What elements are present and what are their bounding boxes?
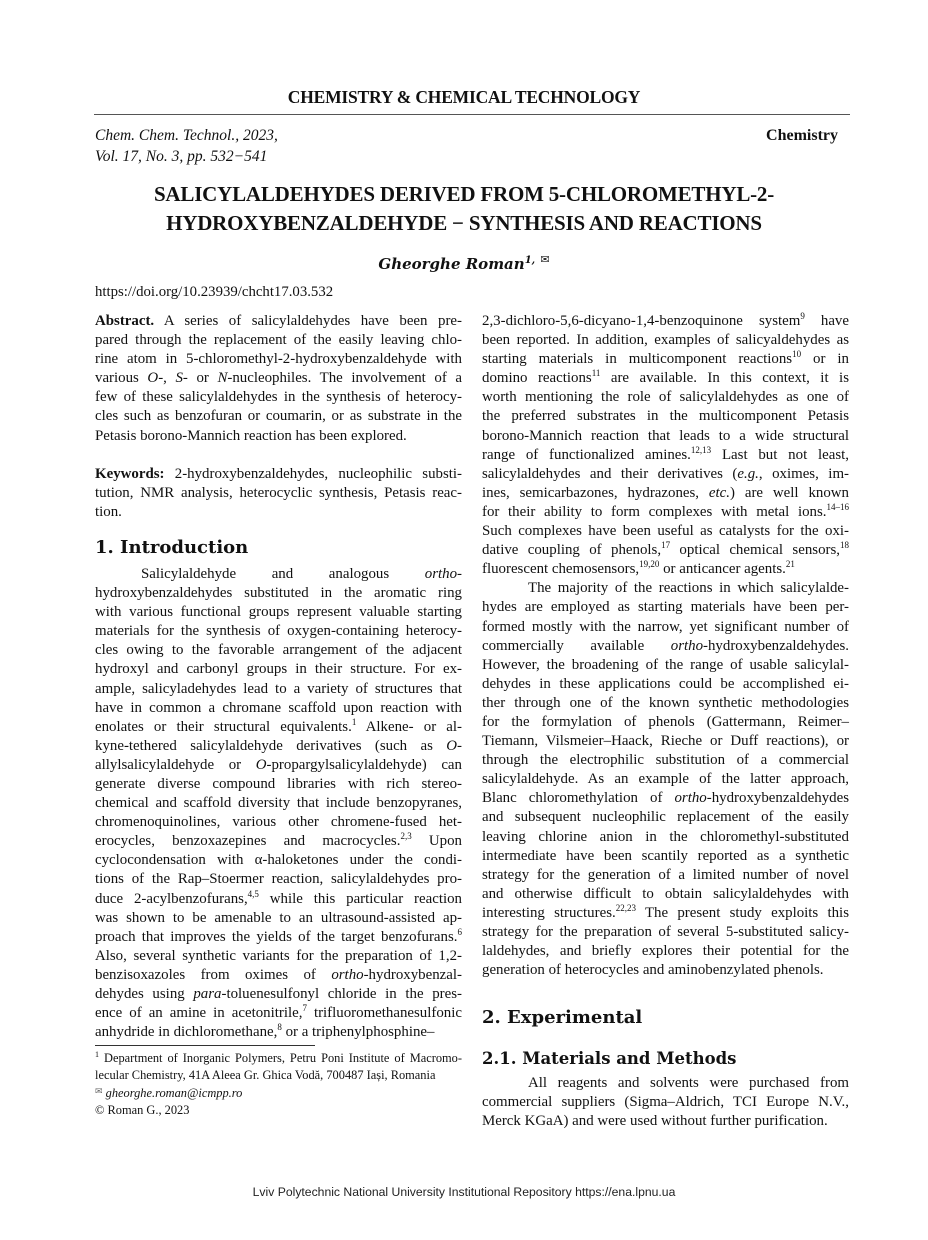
text-line: hydroxybenzaldehydes substituted in the aromatic ring — [95, 585, 462, 602]
footnote — [95, 1050, 462, 1118]
citation-ref[interactable]: 4,5 — [247, 888, 259, 899]
text-line: erocycles, benzoxazepines and macrocycles.$^{2,3}$ Upon — [95, 831, 462, 850]
citation-ref[interactable]: 1 — [351, 716, 357, 727]
abstract-label: Abstract. — [95, 313, 155, 329]
footnote-line-2: lecular Chemistry, 41A Aleea Gr. Ghica Vodă, 700487 Iași, Romania — [95, 1067, 436, 1082]
citation-ref[interactable]: 12,13 — [690, 444, 712, 455]
materials-paragraph — [482, 1074, 849, 1131]
text-line: and otherwise difficult to obtain salicylaldehydes with — [482, 885, 849, 902]
text-line: leaving chlorine anion in the chloromethyl-substituted — [482, 828, 849, 845]
text-line: generate diverse compound libraries with rich stereo- — [95, 775, 462, 792]
text-line: 2,3-dichloro-5,6-dicyano-1,4-benzoquinone system$^9$ have — [482, 311, 849, 329]
text-line: materials for the synthesis of oxygen-containing heterocy- — [95, 623, 462, 640]
citation-ref[interactable]: 8 — [277, 1022, 282, 1033]
text-line: through the electrophilic substitution of a commercial — [482, 752, 849, 769]
intro-paragraph-left — [95, 565, 462, 1042]
text-line: salicylaldehydes and their derivatives (e.g., oximes, im- — [482, 465, 849, 482]
author-name[interactable]: Gheorghe Roman — [378, 255, 525, 273]
text-line: Petasis borono-Mannich reaction has been explored. — [95, 427, 407, 444]
text-line: tions of the Rap–Stoermer reaction, salicylaldehydes pro- — [95, 871, 462, 888]
text-line: Keywords: 2-hydroxybenzaldehydes, nucleophilic substi- — [95, 465, 462, 482]
text-line: have in common a chromane scaffold upon reaction with — [95, 699, 462, 716]
keywords — [95, 465, 462, 522]
text-line: dehydes in these applications could be accomplished ei- — [482, 675, 849, 692]
author — [0, 253, 928, 273]
left-column — [95, 312, 462, 1042]
text-line: and subsequent nucleophilic replacement of the easily — [482, 809, 849, 826]
citation-ref[interactable]: 6 — [457, 926, 462, 937]
right-column — [482, 312, 849, 1132]
text-line: domino reactions$^{11}$ are available. In this context, it is — [482, 368, 849, 387]
text-line: The majority of the reactions in which salicylalde- — [528, 580, 849, 597]
citation-ref[interactable]: 17 — [661, 540, 671, 551]
text-line: range of functionalized amines.$^{12,13}$ Last but not least, — [482, 444, 849, 463]
text-line: for their ability to form complexes with metal ions.$^{14-16}$ — [482, 501, 849, 520]
text-line: allylsalicylaldehyde or O-propargylsalicylaldehyde) can — [95, 756, 462, 773]
affiliation-mark: 1, — [524, 255, 536, 266]
intro-paragraph-right-1 — [482, 312, 849, 579]
text-line: laldehydes, and briefly explores their potential for the — [482, 943, 849, 960]
text-line: Salicylaldehyde and analogous ortho- — [141, 565, 462, 582]
citation-ref[interactable]: 21 — [785, 559, 795, 570]
citation-ref[interactable]: 19,20 — [639, 559, 660, 570]
text-line: generation of heterocycles and aminobenzylated phenols. — [482, 962, 824, 979]
text-line: pared through the replacement of the easily leaving chlo- — [95, 332, 462, 349]
text-line: Also, several synthetic variants for the preparation of 1,2- — [95, 947, 462, 964]
citation-ref[interactable]: 2,3 — [400, 831, 412, 842]
journal-name: CHEMISTRY & CHEMICAL TECHNOLOGY — [287, 87, 641, 107]
text-line: interesting structures.$^{22,23}$ The present study exploits this — [482, 902, 849, 921]
text-line: chromenoquinolines, various other chromene-fused het- — [95, 814, 462, 831]
citation-ref[interactable]: 9 — [800, 311, 805, 321]
text-line: hydes are employed as starting materials have been per- — [482, 599, 849, 616]
text-line: few of these salicylaldehydes in the synthesis of heterocy- — [95, 389, 462, 406]
text-line: chemical and scaffold diversity that include benzopyranes, — [95, 795, 462, 812]
text-line: Blanc chloromethylation of ortho-hydroxybenzaldehydes — [482, 790, 849, 807]
text-line: commercially available ortho-hydroxybenzaldehydes. — [482, 637, 849, 654]
footnote-line-1 — [95, 1050, 462, 1067]
text-line: ines, semicarbazones, hydrazones, etc.) are well known — [482, 484, 849, 501]
text-line: ther through one of the known synthetic methodologies — [482, 694, 849, 711]
text-line: fluorescent chemosensors,$^{19,20}$ or anticancer agents.$^{21}$ — [482, 559, 795, 578]
text-line: tution, NMR analysis, heterocyclic synthesis, Petasis reac- — [95, 484, 462, 501]
footnote-rule — [95, 1045, 315, 1046]
text-line: dative coupling of phenols,$^{17}$ optical chemical sensors,$^{18}$ — [482, 540, 849, 559]
citation-ref[interactable]: 22,23 — [615, 902, 636, 913]
footnote-mark: 1 — [95, 1050, 99, 1059]
text-line: with various functional groups represent valuable starting — [95, 604, 462, 621]
text-line: proach that improves the yields of the target benzofurans.$^6$ — [95, 926, 462, 945]
text-line: was shown to be amenable to an ultrasound-assisted ap- — [95, 909, 462, 926]
abstract — [95, 312, 462, 446]
article-title — [0, 180, 928, 238]
text-line: formed mostly with the narrow, yet significant number of — [482, 618, 849, 635]
citation-line-1: Chem. Chem. Technol., 2023, — [95, 127, 278, 144]
text-line: cles owing to the favorable arrangement of the adjacent — [95, 642, 462, 659]
text-line: Tiemann, Vilsmeier–Haack, Rieche or Duff reactions), or — [482, 733, 849, 750]
footnote-text-1: Department of Inorganic Polymers, Petru Poni Institute of Macromo- — [99, 1051, 462, 1065]
text-line: strategy for the generation of a limited number of novel — [482, 866, 849, 883]
text-line: been reported. In addition, examples of salicyaldehydes as — [482, 332, 849, 349]
mail-icon: ✉ — [95, 1086, 103, 1097]
citation — [95, 125, 278, 167]
citation-ref[interactable]: 10 — [792, 349, 802, 360]
author-email[interactable]: gheorghe.roman@icmpp.ro — [105, 1086, 243, 1101]
text-line: salicylaldehyde. As an example of the latter approach, — [482, 771, 849, 788]
experimental-heading: 2. Experimental — [482, 1007, 643, 1029]
section-tag: Chemistry — [766, 127, 838, 144]
title-line-2: HYDROXYBENZALDEHYDE − SYNTHESIS AND REACTIONS — [166, 211, 762, 235]
intro-heading: 1. Introduction — [95, 536, 249, 558]
text-line: cyclocondensation with α-haloketones under the condi- — [95, 852, 462, 869]
citation-line-2: Vol. 17, No. 3, pp. 532−541 — [95, 148, 268, 165]
citation-ref[interactable]: 14–16 — [826, 501, 849, 512]
text-line: kyne-tethered salicylaldehyde derivatives (such as O- — [95, 737, 462, 754]
copyright: © Roman G., 2023 — [95, 1102, 190, 1117]
text-line: Such complexes have been useful as catalysts for the oxi- — [482, 523, 849, 540]
text-line: hydroxyl and carbonyl groups in their structure. For ex- — [95, 661, 462, 678]
footnote-email-line — [95, 1083, 462, 1102]
text-line: for the formylation of phenols (Gattermann, Reimer– — [482, 713, 849, 730]
text-line: strategy for the preparation of several 5-substituted salicy- — [482, 924, 849, 940]
text-line: ample, salicyladehydes lead to a variety of structures that — [95, 680, 462, 697]
intro-paragraph-right-2 — [482, 579, 849, 980]
text-line: dehydes using para-toluenesulfonyl chloride in the pres- — [95, 986, 462, 1002]
text-line: borono-Mannich reaction that leads to a wide structural — [482, 427, 849, 444]
text-line: rine atom in 5-chloromethyl-2-hydroxybenzaldehyde with — [95, 351, 462, 368]
citation-ref[interactable]: 18 — [840, 540, 849, 551]
text-line: Merck KGaA) and were used without further purification. — [482, 1113, 828, 1130]
text-line: ence of an amine in acetonitrile,$^7$ trifluoromethanesulfonic — [95, 1003, 462, 1022]
text-line: worth mentioning the role of salicylaldehydes as one of — [482, 389, 849, 406]
text-line: intermediate have been scantily reported as a synthetic — [482, 847, 849, 864]
text-line: tion. — [95, 503, 122, 520]
citation-ref[interactable]: 7 — [302, 1003, 307, 1014]
text-line: starting materials in multicomponent reactions$^{10}$ or in — [482, 349, 849, 368]
text-line: enolates or their structural equivalents.$^1$ Alkene- or al- — [95, 716, 463, 735]
text-line: benzisoxazoles from oximes of ortho-hydroxybenzal- — [95, 966, 462, 983]
text-line: duce 2-acylbenzofurans,$^{4,5}$ while this particular reaction — [95, 888, 462, 907]
text-line: anhydride in dichloromethane,$^8$ or a triphenylphosphine– — [95, 1022, 435, 1041]
title-line-1: SALICYLALDEHYDES DERIVED FROM 5-CHLOROMETHYL-2- — [153, 182, 775, 206]
header-rule — [94, 114, 850, 115]
text-line: the preferred substrates in the multicomponent Petasis — [482, 408, 849, 425]
doi-link[interactable]: https://doi.org/10.23939/chcht17.03.532 — [95, 284, 334, 300]
citation-ref[interactable]: 11 — [591, 368, 601, 379]
materials-heading: 2.1. Materials and Methods — [482, 1049, 737, 1069]
text-line: cles such as benzofuran or coumarin, or as substrate in the — [95, 408, 462, 425]
text-line: However, the broadening of the range of usable salicylal- — [482, 656, 849, 673]
text-line: All reagents and solvents were purchased from — [528, 1075, 849, 1092]
keywords-label: Keywords: — [95, 465, 165, 482]
text-line: commercial suppliers (Sigma–Aldrich, TCI Europe N.V., — [482, 1094, 849, 1111]
text-line: Abstract. A series of salicylaldehydes have been pre- — [95, 313, 462, 329]
repository-footer: Lviv Polytechnic National University Institutional Repository https://ena.lpnu.ua — [252, 1185, 676, 1199]
text-line: various O-, S- or N-nucleophiles. The involvement of a — [95, 370, 462, 387]
mail-icon[interactable]: ✉ — [540, 253, 550, 266]
